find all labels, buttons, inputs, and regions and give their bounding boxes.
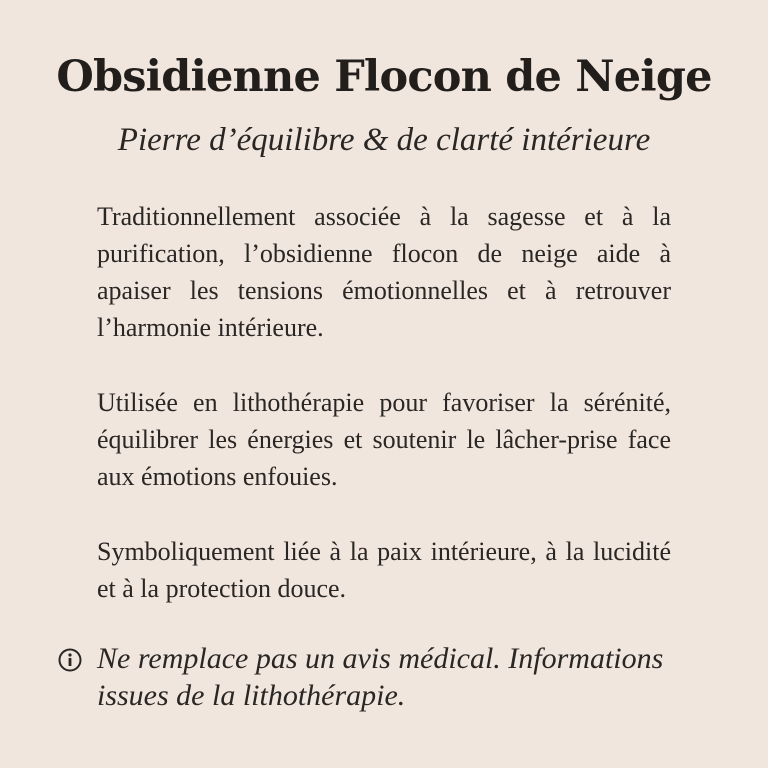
description-body bbox=[97, 198, 671, 645]
description-paragraph: Utilisée en lithothérapie pour favoriser la sérénité, équilibrer les énergies et soutenir le lâcher-prise face aux émotions enfouies. bbox=[97, 388, 671, 491]
description-paragraph: Traditionnellement associée à la sagesse et à la purification, l’obsidienne flocon de neige aide à apaiser les tensions émotionnelles et à retrouver l’harmonie intérieure. bbox=[97, 202, 671, 342]
page-subtitle: Pierre d’équilibre & de clarté intérieure bbox=[117, 122, 651, 158]
medical-disclaimer bbox=[58, 640, 718, 714]
disclaimer-text: Ne remplace pas un avis médical. Informations issues de la lithothérapie. bbox=[97, 642, 664, 712]
page-title: Obsidienne Flocon de Neige bbox=[56, 52, 712, 102]
description-paragraph: Symboliquement liée à la paix intérieure, à la lucidité et à la protection douce. bbox=[97, 537, 671, 603]
info-icon bbox=[58, 648, 82, 672]
